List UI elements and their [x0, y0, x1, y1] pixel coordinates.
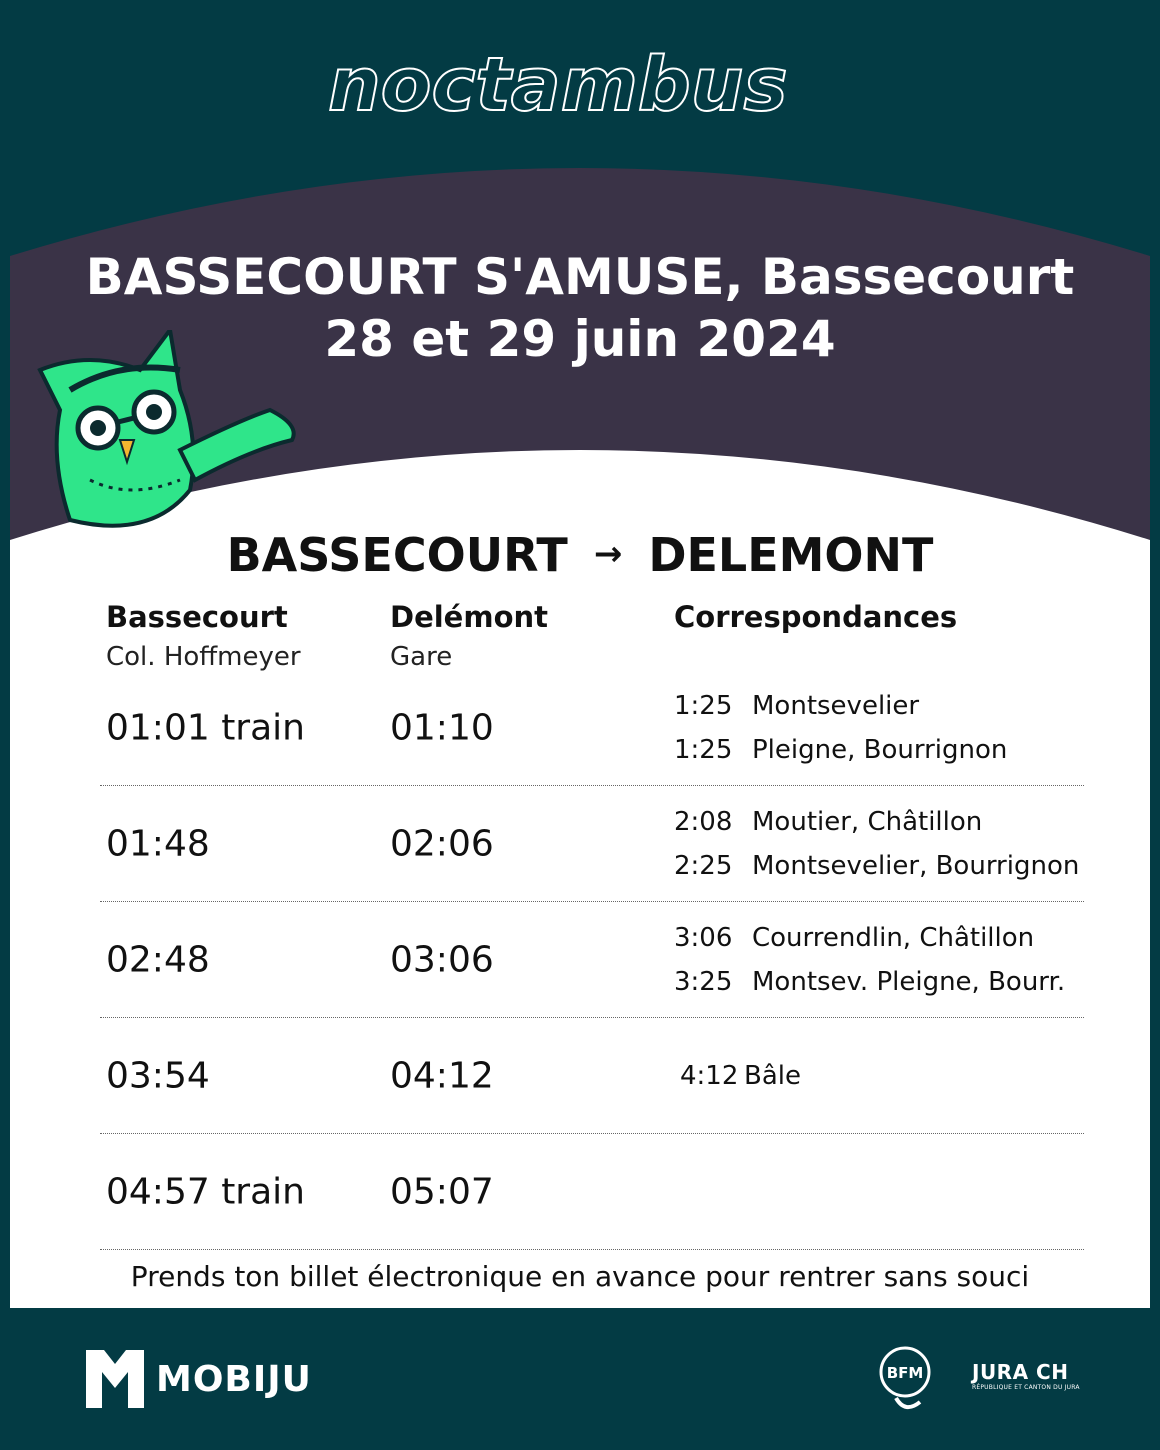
connection-time: 4:12	[680, 1061, 739, 1091]
ticket-reminder: Prends ton billet électronique en avance pour rentrer sans souci	[130, 1260, 1030, 1293]
connection-time: 1:25	[674, 691, 733, 721]
connection-item	[674, 800, 1079, 844]
connection-time: 3:06	[674, 923, 733, 953]
arrival-stop-name: Gare	[390, 642, 453, 672]
connection-time: 1:25	[674, 735, 733, 765]
connection-time: 2:25	[674, 851, 733, 881]
connection-destination: Moutier, Châtillon	[752, 807, 983, 837]
table-row	[100, 670, 1084, 786]
table-row	[100, 1018, 1084, 1134]
arrival-time: 04:12	[390, 1055, 494, 1097]
mobiju-label: MOBIJU	[156, 1358, 312, 1400]
connection-destination: Courrendlin, Châtillon	[752, 923, 1035, 953]
jura-label: JURA CH	[972, 1360, 1069, 1384]
departure-time: 01:01 train	[106, 707, 305, 749]
bfm-label: BFM	[886, 1364, 924, 1382]
departure-time: 03:54	[106, 1055, 210, 1097]
connection-destination: Pleigne, Bourrignon	[752, 735, 1008, 765]
connection-list	[674, 684, 1007, 772]
connection-time: 3:25	[674, 967, 733, 997]
connection-list	[674, 916, 1065, 1004]
route-heading	[0, 528, 1160, 582]
jura-subtitle: RÉPUBLIQUE ET CANTON DU JURA	[972, 1384, 1080, 1391]
mobiju-m-icon	[86, 1350, 144, 1408]
arrival-time: 05:07	[390, 1171, 494, 1213]
noctambus-logo	[320, 38, 840, 138]
bfm-logo	[876, 1342, 934, 1414]
arrival-time: 03:06	[390, 939, 494, 981]
route-origin: BASSECOURT	[226, 528, 568, 582]
event-dates: 28 et 29 juin 2024	[324, 310, 836, 368]
table-row	[100, 786, 1084, 902]
connection-destination: Montsevelier, Bourrignon	[752, 851, 1080, 881]
mobiju-logo	[86, 1350, 312, 1408]
event-name: BASSECOURT S'AMUSE, Bassecourt	[85, 248, 1075, 306]
arrival-time: 02:06	[390, 823, 494, 865]
connection-destination: Montsev. Pleigne, Bourr.	[752, 967, 1066, 997]
connection-destination: Montsevelier	[752, 691, 920, 721]
departure-stop-name: Col. Hoffmeyer	[106, 642, 301, 672]
connection-list	[674, 800, 1079, 888]
departure-time: 02:48	[106, 939, 210, 981]
arrival-column-title: Delémont	[390, 600, 548, 634]
logo-wordmark: noctambus	[328, 42, 788, 128]
connection-list	[674, 1054, 801, 1098]
connections-column-title: Correspondances	[674, 600, 958, 634]
route-destination: DELEMONT	[648, 528, 934, 582]
departure-column-title: Bassecourt	[106, 600, 288, 634]
connection-item	[674, 1054, 801, 1098]
arrival-time: 01:10	[390, 707, 494, 749]
departure-time: 01:48	[106, 823, 210, 865]
table-row	[100, 1134, 1084, 1250]
connection-item	[674, 960, 1065, 1004]
departure-time: 04:57 train	[106, 1171, 305, 1213]
connection-item	[674, 916, 1065, 960]
table-row	[100, 902, 1084, 1018]
connection-item	[674, 728, 1007, 772]
jura-logo	[972, 1360, 1084, 1394]
connection-item	[674, 684, 1007, 728]
row-divider	[100, 1249, 1084, 1250]
owl-mascot-icon	[30, 330, 320, 530]
connection-time: 2:08	[674, 807, 733, 837]
connection-item	[674, 844, 1079, 888]
arrow-right-icon: →	[593, 534, 623, 574]
connection-destination: Bâle	[744, 1061, 801, 1091]
